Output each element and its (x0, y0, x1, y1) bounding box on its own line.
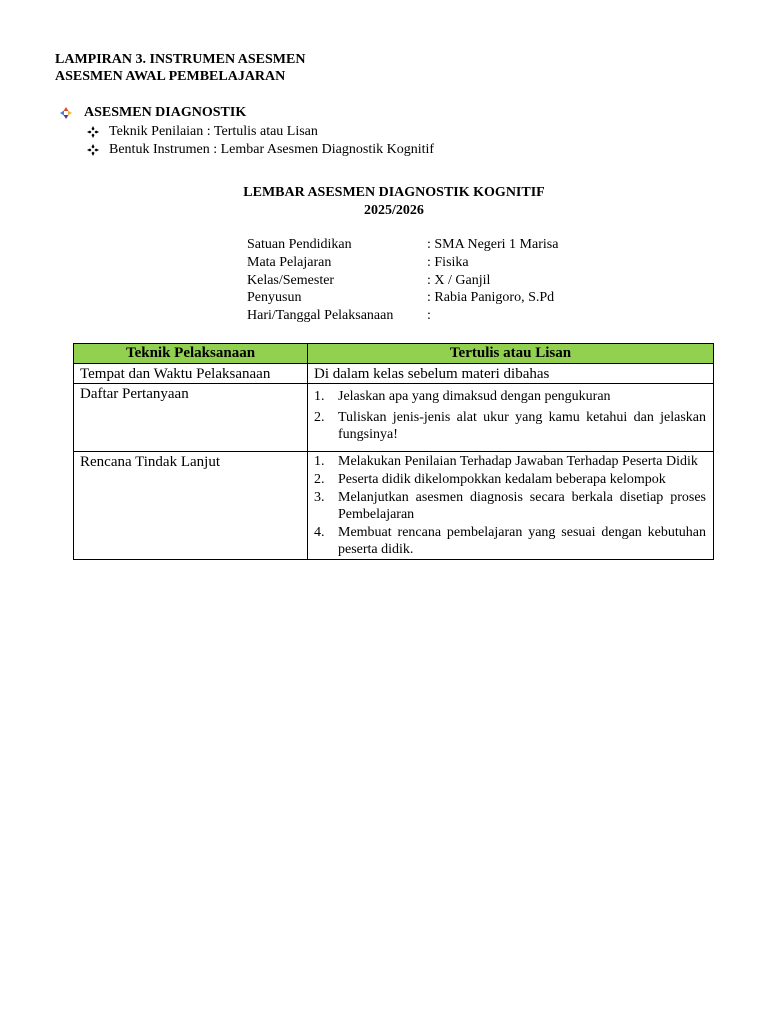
list-number: 1. (314, 454, 325, 469)
list-text: Tuliskan jenis-jenis alat ukur yang kamu ketahui dan jelaskan fungsinya! (338, 410, 706, 442)
info-label: Mata Pelajaran (247, 254, 332, 270)
list-item (314, 453, 706, 470)
info-value: : X / Ganjil (427, 272, 491, 288)
list-item (314, 388, 706, 405)
table-row (74, 452, 714, 560)
list-text: Melanjutkan asesmen diagnosis secara berkala disetiap proses Pembelajaran (338, 490, 706, 522)
bullet-text: Bentuk Instrumen : Lembar Asesmen Diagnostik Kognitif (109, 142, 435, 157)
info-row (247, 236, 558, 254)
four-arrows-bullet-icon (60, 107, 72, 119)
list-number: 2. (314, 410, 325, 425)
diamond-bullet-icon (87, 144, 99, 156)
list-number: 3. (314, 490, 325, 505)
table-header-row (74, 344, 714, 364)
info-label: Kelas/Semester (247, 272, 335, 288)
bullet-item (87, 141, 434, 159)
diamond-bullet-icon (87, 126, 99, 138)
info-value: : (427, 308, 431, 324)
row-label: Daftar Pertanyaan (74, 384, 308, 452)
question-list (314, 386, 706, 449)
appendix-subtitle: ASESMEN AWAL PEMBELAJARAN (55, 69, 286, 84)
sheet-title: LEMBAR ASESMEN DIAGNOSTIK KOGNITIF (243, 185, 545, 200)
list-text: Jelaskan apa yang dimaksud dengan pengukuran (338, 389, 611, 404)
info-label: Satuan Pendidikan (247, 237, 352, 252)
section-heading (60, 104, 434, 121)
header-technique: Teknik Pelaksanaan (74, 344, 308, 364)
info-row (247, 289, 558, 307)
list-item (314, 524, 706, 558)
info-row (247, 307, 558, 325)
list-text: Peserta didik dikelompokkan kedalam beberapa kelompok (338, 472, 666, 487)
follow-up-list-cell (308, 452, 714, 560)
table-row (74, 384, 714, 452)
diagnostic-section (60, 104, 434, 159)
assessment-table (73, 343, 714, 560)
list-item (314, 489, 706, 523)
list-text: Melakukan Penilaian Terhadap Jawaban Terhadap Peserta Didik (338, 454, 698, 469)
info-label: Hari/Tanggal Pelaksanaan (247, 308, 394, 324)
info-value: : Fisika (427, 254, 469, 270)
info-label: Penyusun (247, 290, 302, 306)
table-row (74, 364, 714, 384)
info-block (247, 236, 558, 325)
bullet-item (87, 123, 434, 141)
row-label: Rencana Tindak Lanjut (74, 452, 308, 560)
list-text: Membuat rencana pembelajaran yang sesuai dengan kebutuhan peserta didik. (338, 525, 706, 557)
list-number: 4. (314, 525, 325, 540)
sheet-year: 2025/2026 (364, 203, 424, 218)
list-item (314, 471, 706, 488)
follow-up-list (314, 453, 706, 558)
list-item (314, 409, 706, 443)
info-value: : SMA Negeri 1 Marisa (427, 237, 559, 252)
info-value: : Rabia Panigoro, S.Pd (427, 290, 555, 306)
row-label: Tempat dan Waktu Pelaksanaan (74, 364, 308, 384)
bullet-text: Teknik Penilaian : Tertulis atau Lisan (109, 124, 318, 139)
row-value: Di dalam kelas sebelum materi dibahas (308, 364, 714, 384)
header-method: Tertulis atau Lisan (308, 344, 714, 364)
info-row (247, 254, 558, 272)
list-number: 2. (314, 472, 325, 487)
section-bullets (87, 123, 434, 159)
appendix-title: LAMPIRAN 3. INSTRUMEN ASESMEN (55, 52, 306, 67)
section-title-text: ASESMEN DIAGNOSTIK (84, 104, 247, 120)
info-row (247, 272, 558, 290)
question-list-cell (308, 384, 714, 452)
list-number: 1. (314, 389, 325, 404)
